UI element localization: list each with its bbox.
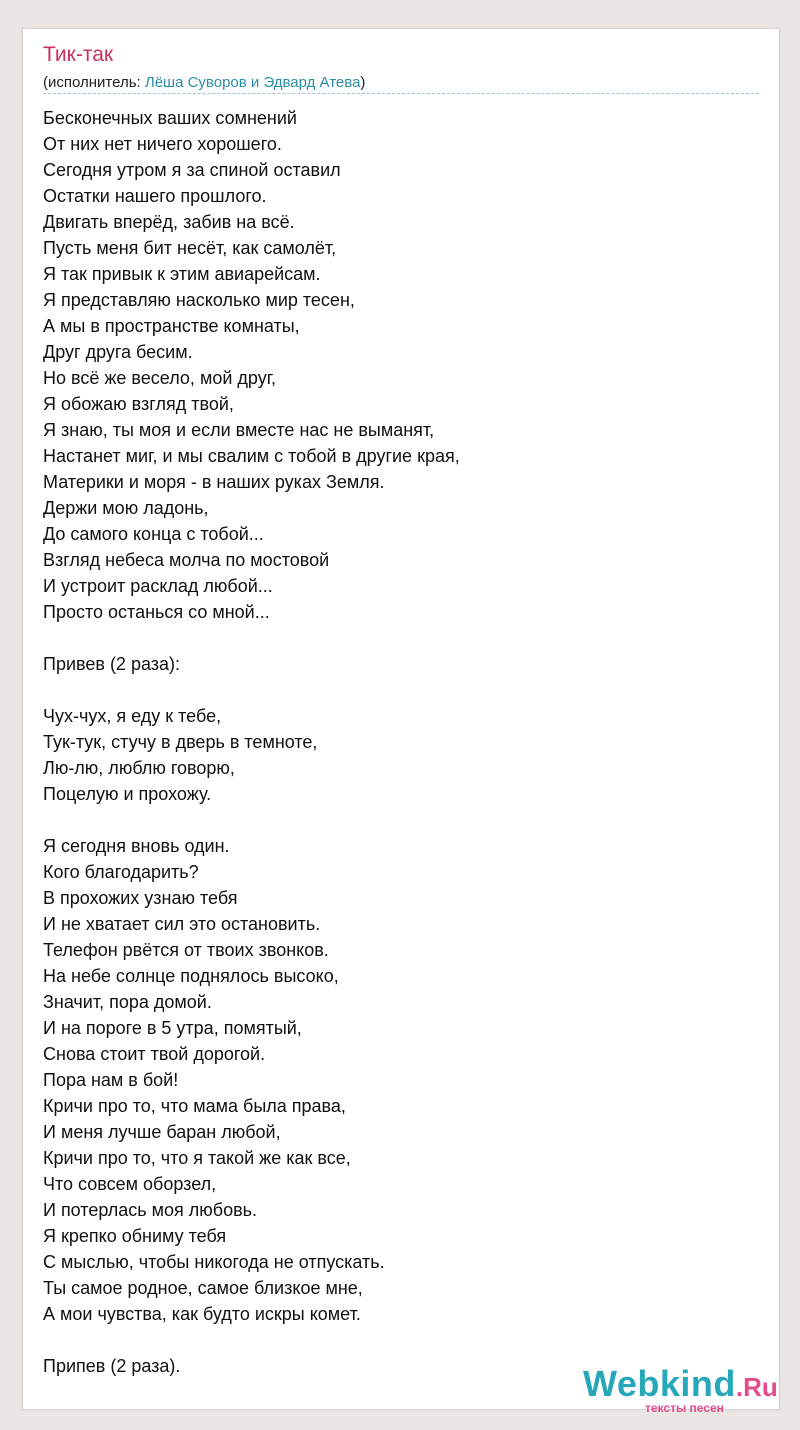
lyric-line: Я представляю насколько мир тесен, [43,290,355,310]
lyrics-card [22,28,780,1415]
lyric-line: Друг друга бесим. [43,342,193,362]
artist-prefix: (исполнитель: [43,74,145,91]
lyric-line: Пусть меня бит несёт, как самолёт, [43,238,337,258]
lyric-line: Чух-чух, я еду к тебе, [43,706,222,726]
lyric-line: Ты самое родное, самое близкое мне, [43,1278,363,1298]
lyric-line [43,677,460,703]
lyric-line: Сегодня утром я за спиной оставил [43,160,341,180]
lyric-line: От них нет ничего хорошего. [43,134,282,154]
logo-tld: .Ru [735,1372,778,1402]
artist-line [43,74,365,91]
lyric-line: Бесконечных ваших сомнений [43,108,297,128]
lyric-line: Я крепко обниму тебя [43,1226,227,1246]
lyric-line: И не хватает сил это остановить. [43,914,321,934]
lyric-line: И устроит расклад любой... [43,576,273,596]
logo-tagline: тексты песен [645,1401,724,1415]
lyric-line: Снова стоит твой дорогой. [43,1044,266,1064]
lyric-line: Привев (2 раза): [43,654,181,674]
lyric-line: А мои чувства, как будто искры комет. [43,1304,361,1324]
artist-link[interactable]: Лёша Суворов и Эдвард Атева [144,74,361,91]
lyric-line: Держи мою ладонь, [43,498,209,518]
divider [43,93,759,94]
lyric-line: Кричи про то, что я такой же как все, [43,1148,351,1168]
lyric-line: И на пороге в 5 утра, помятый, [43,1018,302,1038]
lyric-line [43,625,460,651]
lyric-line: С мыслью, чтобы никогода не отпускать. [43,1252,385,1272]
lyric-line: Но всё же весело, мой друг, [43,368,277,388]
lyric-line: Я знаю, ты моя и если вместе нас не выманят, [43,420,435,440]
lyric-line: Поцелую и прохожу. [43,784,212,804]
artist-suffix: ) [360,74,366,91]
lyric-line: До самого конца с тобой... [43,524,264,544]
lyric-line: Припев (2 раза). [43,1356,181,1376]
lyric-line: Лю-лю, люблю говорю, [43,758,235,778]
lyric-line: Кого благодарить? [43,862,199,882]
lyric-line: И меня лучше баран любой, [43,1122,281,1142]
lyric-line: Материки и моря - в наших руках Земля. [43,472,385,492]
logo-name: Webkind [583,1363,736,1404]
lyric-line: Я сегодня вновь один. [43,836,230,856]
lyric-line: Телефон рвётся от твоих звонков. [43,940,329,960]
lyric-line [43,807,460,833]
lyric-line: И потерлась моя любовь. [43,1200,258,1220]
lyric-line: Пора нам в бой! [43,1070,179,1090]
lyric-line: Настанет миг, и мы свалим с тобой в другие края, [43,446,460,466]
lyric-line: А мы в пространстве комнаты, [43,316,300,336]
lyric-line: Просто останься со мной... [43,602,270,622]
lyric-line: Тук-тук, стучу в дверь в темноте, [43,732,318,752]
lyrics-text [43,105,460,1379]
lyric-line: Я так привык к этим авиарейсам. [43,264,321,284]
lyric-line: Двигать вперёд, забив на всё. [43,212,295,232]
lyric-line: Взгляд небеса молча по мостовой [43,550,330,570]
lyric-line: На небе солнце поднялось высоко, [43,966,339,986]
lyric-line: Я обожаю взгляд твой, [43,394,234,414]
lyric-line: Что совсем оборзел, [43,1174,217,1194]
song-title: Тик-так [43,43,114,66]
lyric-line: Значит, пора домой. [43,992,212,1012]
lyric-line: Кричи про то, что мама была права, [43,1096,346,1116]
lyric-line: В прохожих узнаю тебя [43,888,238,908]
webkind-logo[interactable] [583,1363,778,1415]
lyric-line: Остатки нашего прошлого. [43,186,267,206]
lyric-line [43,1327,460,1353]
